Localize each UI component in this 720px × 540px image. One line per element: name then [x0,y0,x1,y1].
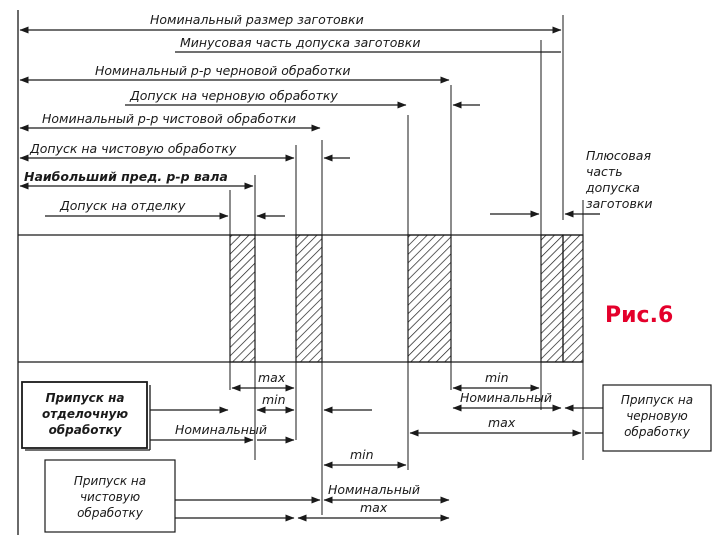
fine-box-line-1: Припуск на [73,474,147,488]
fine-nominal-label: Номинальный [328,482,420,497]
finishing-tolerance-zone [230,235,255,362]
blank-minus-tolerance-zone [541,235,563,362]
fine-box-line-2: чистовую [79,490,141,504]
rough-box-line-3: обработку [624,425,690,439]
plus-tolerance-line-3: допуска [586,180,640,195]
rough-box-line-2: черновую [626,409,688,423]
dim-label-blank-nominal: Номинальный размер заготовки [150,12,364,27]
fine-tolerance-zone [296,235,322,362]
plus-tolerance-line-2: часть [586,164,623,179]
rough-max-label: max [488,415,516,430]
plus-tolerance-line-4: заготовки [586,196,653,211]
rough-nominal-label: Номинальный [460,390,552,405]
blank-plus-tolerance-zone [563,235,583,362]
dim-label-rough-nominal: Номинальный р-р черновой обработки [95,63,351,78]
fine-min-label: min [350,447,374,462]
figure-label: Рис.6 [605,303,674,328]
dim-label-rough-tolerance: Допуск на черновую обработку [130,88,338,103]
fine-box-line-3: обработку [77,506,143,520]
rough-tolerance-zone [408,235,451,362]
finishing-box-line-3: обработку [48,423,122,437]
dim-label-minus-tolerance: Минусовая часть допуска заготовки [180,35,421,50]
rough-box-line-1: Припуск на [620,393,694,407]
finishing-box-line-2: отделочную [41,407,129,421]
finishing-max-label: max [258,370,286,385]
fine-max-label: max [360,500,388,515]
dim-label-fine-tolerance: Допуск на чистовую обработку [30,141,237,156]
plus-tolerance-line-1: Плюсовая [586,148,651,163]
dim-label-max-shaft: Наибольший пред. р-р вала [24,169,228,184]
finishing-box-line-1: Припуск на [45,391,125,405]
rough-min-label: min [485,370,509,385]
finishing-nominal-label: Номинальный [175,422,267,437]
finishing-min-label: min [262,392,286,407]
dim-label-finish-tolerance: Допуск на отделку [60,198,186,213]
dim-label-fine-nominal: Номинальный р-р чистовой обработки [42,111,296,126]
